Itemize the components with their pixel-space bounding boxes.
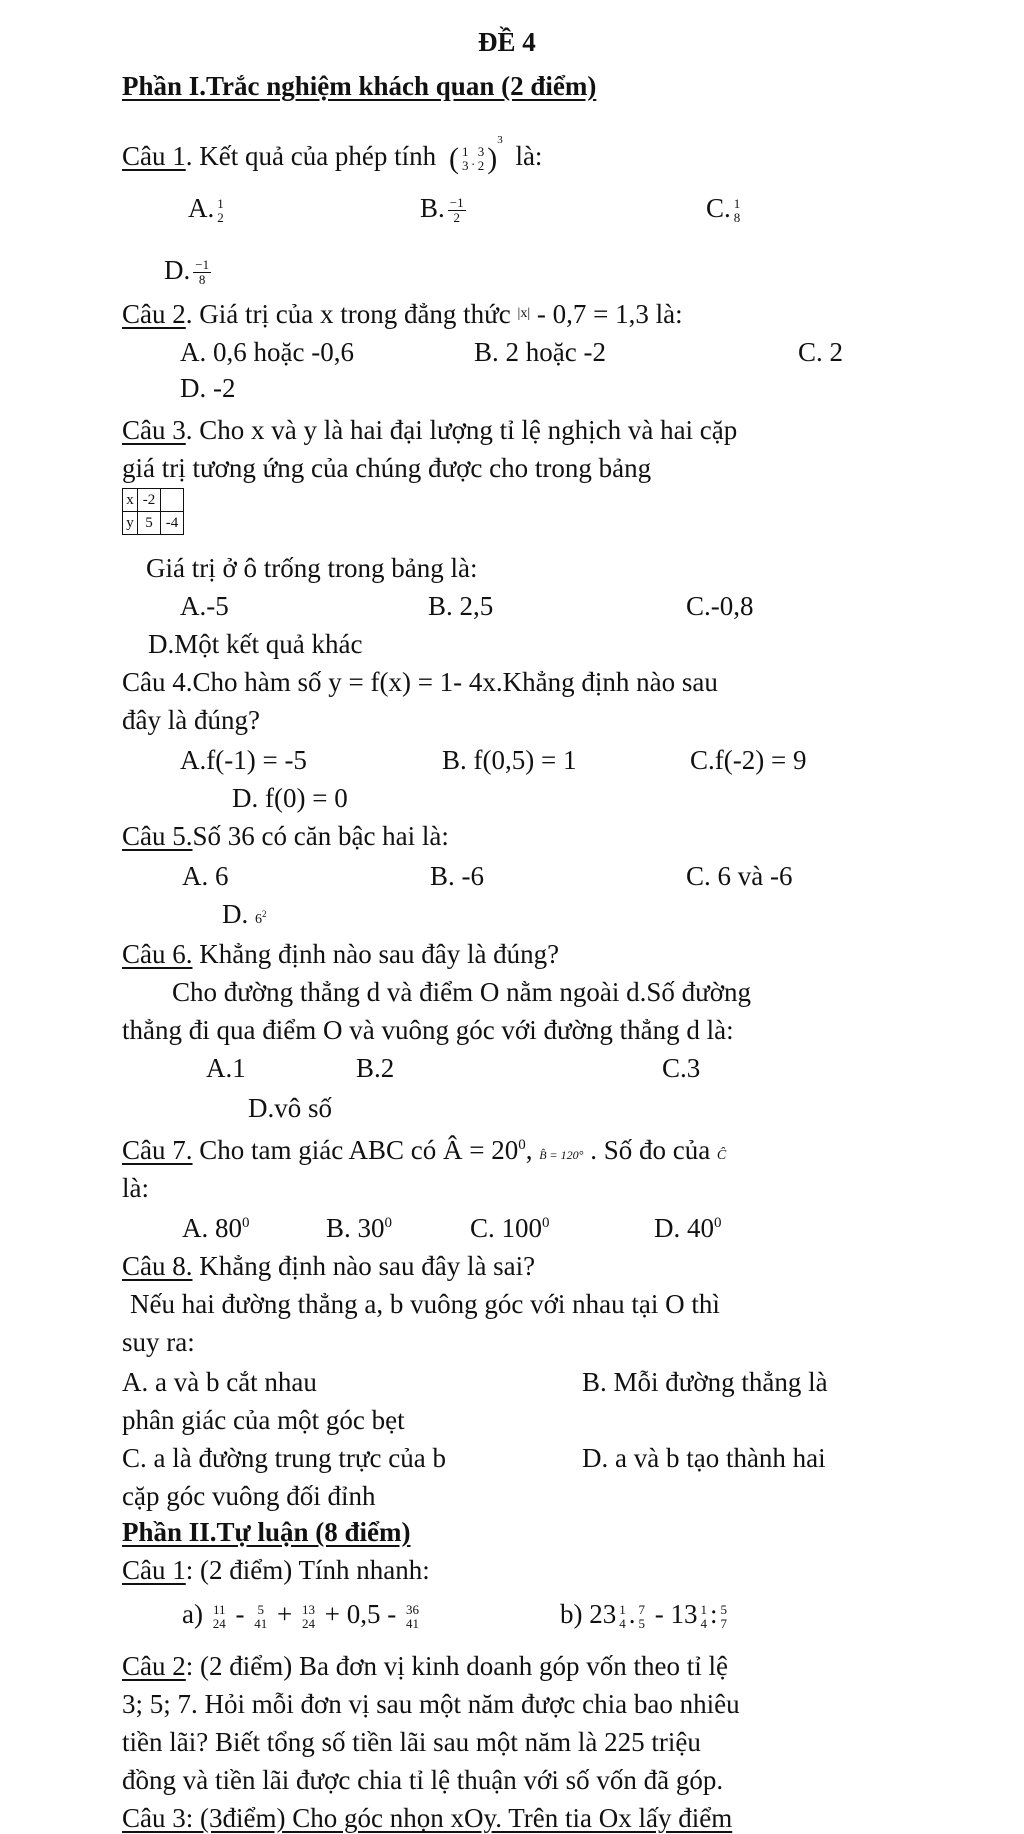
p2-q2-line3: tiền lãi? Biết tổng số tiền lãi sau một năm là 225 triệu <box>122 1727 701 1757</box>
q3-option-c: C.-0,8 <box>686 591 754 621</box>
q7-line2: là: <box>122 1173 149 1203</box>
p2-q2-line4: đồng và tiền lãi được chia tỉ lệ thuận với số vốn đã góp. <box>122 1765 724 1795</box>
q7-option-c: C. $100^0$ <box>470 1213 550 1243</box>
q1-option-d: D. $\frac{-1}{8}$ <box>164 255 210 288</box>
p2-q1-a: a) 11 24 - 5 41 + 13 24 + 0,5 - 36 41 <box>182 1599 419 1631</box>
q3-option-b: B. 2,5 <box>428 591 494 621</box>
q1-line <box>122 134 543 177</box>
q2-option-c: C. 2 <box>798 337 844 367</box>
q6-option-a: A.1 <box>206 1053 246 1083</box>
q2-abs-x: |x| <box>517 306 531 321</box>
part1-heading: Phần I.Trắc nghiệm khách quan (2 điểm) <box>122 71 597 101</box>
q6-line2: Cho đường thẳng d và điểm O nằm ngoài d.Số đường <box>172 977 752 1007</box>
q2-line: Câu 2. Giá trị của x trong đẳng thức $^{|x|}$ - 0,7 = 1,3 là: <box>122 299 683 329</box>
q8-option-c: C. a là đường trung trực của b <box>122 1443 446 1473</box>
q1-text-after: là: <box>515 141 543 171</box>
q8-option-b: B. Mỗi đường thẳng là <box>582 1367 828 1397</box>
q1-option-c: C. 1 8 <box>706 193 741 225</box>
q7-option-a: A. $80^0$ <box>182 1213 250 1243</box>
p2-q2-line2: 3; 5; 7. Hỏi mỗi đơn vị sau một năm được chia bao nhiêu <box>122 1689 740 1719</box>
q6-line3: thẳng đi qua điểm O và vuông góc với đường thẳng d là: <box>122 1015 734 1045</box>
q2-option-d: D. -2 <box>180 373 236 403</box>
q5-line: Câu 5.Số 36 có căn bậc hai là: <box>122 821 449 851</box>
q3-value-table: x -2 y 5 -4 <box>122 488 184 535</box>
q4-option-b: B. f(0,5) = 1 <box>442 745 577 775</box>
part2-heading: Phần II.Tự luận (8 điểm) <box>122 1517 411 1547</box>
q6-option-c: C.3 <box>662 1053 701 1083</box>
q7-angle-b: B̂ = 120° <box>539 1148 584 1162</box>
exam-title: ĐỀ 4 <box>478 27 536 57</box>
q8-line1: Câu 8. Khẳng định nào sau đây là sai? <box>122 1251 536 1281</box>
q3-line2: giá trị tương ứng của chúng được cho trong bảng <box>122 453 652 483</box>
q5-option-a: A. 6 <box>182 861 229 891</box>
q7-option-d: D. $40^0$ <box>654 1213 722 1243</box>
q4-option-a: A.f(-1) = -5 <box>180 745 307 775</box>
p2-q2-line1: Câu 2: (2 điểm) Ba đơn vị kinh doanh góp vốn theo tỉ lệ <box>122 1651 728 1681</box>
p2-q1-b: b) 23 1 4 . 7 5 - 13 1 4 : 5 7 <box>560 1599 728 1631</box>
q3-option-d: D.Một kết quả khác <box>148 629 363 659</box>
q4-line1: Câu 4.Cho hàm số y = f(x) = 1- 4x.Khẳng định nào sau <box>122 667 718 697</box>
q8-option-b-cont: phân giác của một góc bẹt <box>122 1405 405 1435</box>
q1-label: Câu 1 <box>122 141 186 171</box>
q7-angle-c: Ĉ <box>716 1148 727 1163</box>
q5-option-b: B. -6 <box>430 861 484 891</box>
q7-option-b: B. $30^0$ <box>326 1213 393 1243</box>
q8-line3: suy ra: <box>122 1327 195 1357</box>
q6-option-d: D.vô số <box>248 1093 333 1123</box>
q8-option-d-cont: cặp góc vuông đối đỉnh <box>122 1481 376 1511</box>
q8-option-d: D. a và b tạo thành hai <box>582 1443 826 1473</box>
q7-line1: Câu 7. Cho tam giác ABC có Â = $20^0$, B̂ = 120° . Số đo của Ĉ <box>122 1135 727 1165</box>
q6-line1: Câu 6. Khẳng định nào sau đây là đúng? <box>122 939 560 969</box>
q2-option-b: B. 2 hoặc -2 <box>474 337 606 367</box>
q3-option-a: A.-5 <box>180 591 229 621</box>
q5-option-d: D. $6^2$ <box>222 899 267 929</box>
q4-option-c: C.f(-2) = 9 <box>690 745 807 775</box>
q5-option-c: C. 6 và -6 <box>686 861 793 891</box>
q3-line3: Giá trị ở ô trống trong bảng là: <box>146 553 478 583</box>
q1-expression: ( 1 3 . 3 2 )$^3$ <box>448 134 503 176</box>
q1-option-a: A. 1 2 <box>188 193 224 225</box>
q4-line2: đây là đúng? <box>122 705 260 735</box>
p2-q3-line: Câu 3: (3điểm) Cho góc nhọn xOy. Trên tia Ox lấy điểm <box>122 1803 733 1833</box>
q6-option-b: B.2 <box>356 1053 395 1083</box>
q4-option-d: D. f(0) = 0 <box>232 783 348 813</box>
q1-option-b: B. $\frac{-1}{2}$ <box>420 193 464 226</box>
q2-option-a: A. 0,6 hoặc -0,6 <box>180 337 354 367</box>
q1-text-before: . Kết quả của phép tính <box>185 141 437 171</box>
q3-line1: Câu 3. Cho x và y là hai đại lượng tỉ lệ nghịch và hai cặp <box>122 415 738 445</box>
q8-line2: Nếu hai đường thẳng a, b vuông góc với nhau tại O thì <box>130 1289 720 1319</box>
p2-q1-line: Câu 1: (2 điểm) Tính nhanh: <box>122 1555 430 1585</box>
q8-option-a: A. a và b cắt nhau <box>122 1367 317 1397</box>
